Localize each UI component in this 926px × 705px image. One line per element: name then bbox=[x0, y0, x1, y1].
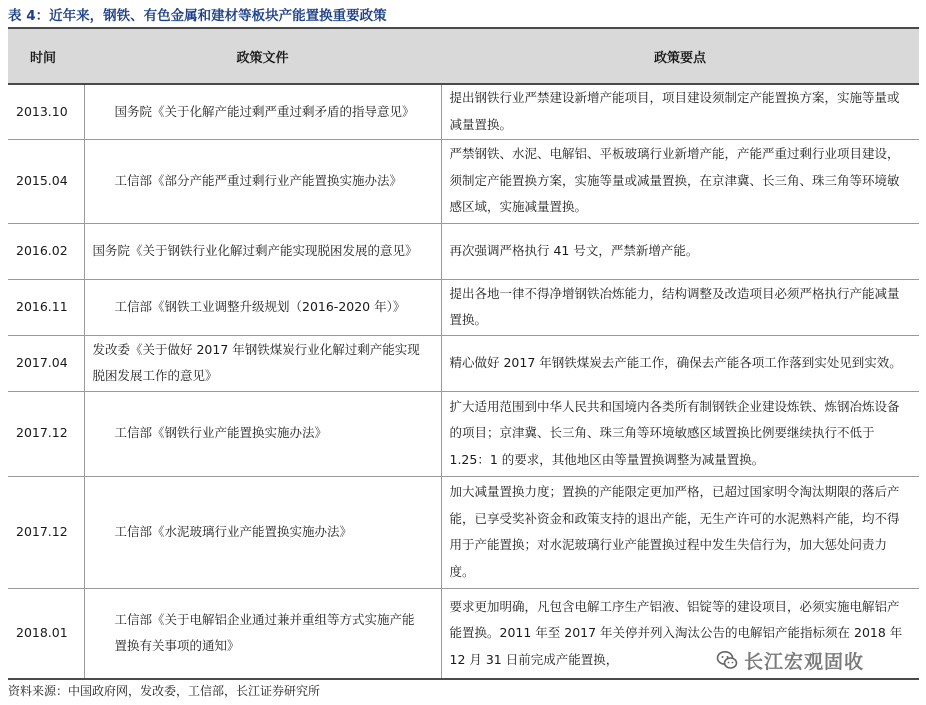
watermark-text: 长江宏观固收 bbox=[744, 650, 865, 673]
cell-document bbox=[84, 335, 441, 391]
document-text: 工信部《部分产能严重过剩行业产能置换实施办法》 bbox=[114, 172, 403, 188]
table-row bbox=[8, 223, 919, 279]
cell-key-points: 加大减量置换力度；置换的产能限定更加严格，已超过国家明令淘汰期限的落后产能，已享受奖补资金和政策支持的退出产能，无生产许可的水泥熟料产能，均不得用于产能置换；对水泥玻璃行业产能置换过程中发生失信行为，加大惩处问责力度。 bbox=[441, 476, 919, 588]
cell-document bbox=[84, 588, 441, 679]
source-note: 资料来源：中国政府网，发改委，工信部，长江证券研究所 bbox=[8, 684, 321, 698]
document-text: 工信部《钢铁工业调整升级规划（2016-2020 年）》 bbox=[114, 298, 406, 314]
document-text: 国务院《关于化解产能过剩严重过剩矛盾的指导意见》 bbox=[114, 103, 415, 119]
cell-key-points: 扩大适用范围到中华人民共和国境内各类所有制钢铁企业建设炼铁、炼钢冶炼设备的项目；京津冀、长三角、珠三角等环境敏感区域置换比例要继续执行不低于 1.25：1 的要求，其他地区由等量置换调整为减量置换。 bbox=[441, 391, 919, 476]
cell-time: 2018.01 bbox=[8, 588, 84, 679]
cell-time: 2016.02 bbox=[8, 223, 84, 279]
table-row bbox=[8, 84, 919, 139]
document-text: 工信部《关于电解铝企业通过兼并重组等方式实施产能置换有关事项的通知》 bbox=[114, 611, 415, 654]
cell-key-points: 精心做好 2017 年钢铁煤炭去产能工作，确保去产能各项工作落到实处见到实效。 bbox=[441, 335, 919, 391]
document-text: 发改委《关于做好 2017 年钢铁煤炭行业化解过剩产能实现脱困发展工作的意见》 bbox=[92, 341, 420, 383]
document-text: 工信部《水泥玻璃行业产能置换实施办法》 bbox=[114, 523, 353, 539]
header-document: 政策文件 bbox=[84, 28, 441, 84]
cell-time: 2017.12 bbox=[8, 391, 84, 476]
table-row bbox=[8, 139, 919, 223]
cell-document bbox=[84, 84, 441, 139]
header-time: 时间 bbox=[8, 28, 84, 84]
wechat-icon bbox=[716, 649, 738, 671]
cell-time: 2017.04 bbox=[8, 335, 84, 391]
table-header-row bbox=[8, 28, 919, 84]
cell-document bbox=[84, 279, 441, 335]
cell-document bbox=[84, 476, 441, 588]
table-row bbox=[8, 391, 919, 476]
cell-time: 2013.10 bbox=[8, 84, 84, 139]
header-key-points: 政策要点 bbox=[441, 28, 919, 84]
cell-key-points: 严禁钢铁、水泥、电解铝、平板玻璃行业新增产能，产能严重过剩行业项目建设，须制定产能置换方案，实施等量或减量置换，在京津冀、长三角、珠三角等环境敏感区域，实施减量置换。 bbox=[441, 139, 919, 223]
cell-time: 2016.11 bbox=[8, 279, 84, 335]
table-caption: 表 4：近年来，钢铁、有色金属和建材等板块产能置换重要政策 bbox=[8, 8, 387, 24]
cell-key-points: 提出各地一律不得净增钢铁冶炼能力，结构调整及改造项目必须严格执行产能减量置换。 bbox=[441, 279, 919, 335]
watermark bbox=[716, 647, 864, 673]
policy-table bbox=[8, 27, 919, 680]
cell-key-points: 要求更加明确，凡包含电解工序生产铝液、铝锭等的建设项目，必须实施电解铝产能置换。2011 年至 2017 年关停并列入淘汰公告的电解铝产能指标须在 2018 年 12 月 31 日前完成产能置换， bbox=[441, 588, 919, 679]
cell-document bbox=[84, 139, 441, 223]
cell-key-points: 再次强调严格执行 41 号文，严禁新增产能。 bbox=[441, 223, 919, 279]
cell-document bbox=[84, 391, 441, 476]
table-row bbox=[8, 279, 919, 335]
cell-key-points: 提出钢铁行业严禁建设新增产能项目，项目建设须制定产能置换方案，实施等量或减量置换。 bbox=[441, 84, 919, 139]
cell-time: 2017.12 bbox=[8, 476, 84, 588]
document-text: 工信部《钢铁行业产能置换实施办法》 bbox=[114, 425, 328, 441]
table-row bbox=[8, 476, 919, 588]
cell-document bbox=[84, 223, 441, 279]
cell-time: 2015.04 bbox=[8, 139, 84, 223]
document-text: 国务院《关于钢铁行业化解过剩产能实现脱困发展的意见》 bbox=[92, 242, 418, 258]
table-row bbox=[8, 335, 919, 391]
